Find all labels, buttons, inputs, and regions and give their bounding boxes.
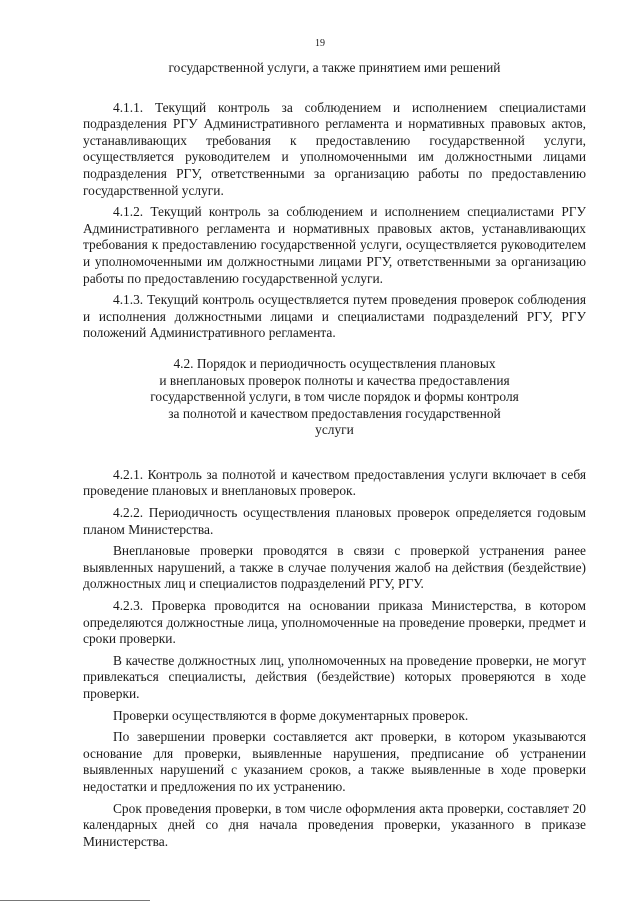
paragraph-4-2-2: 4.2.2. Периодичность осуществления плановых проверок определяется годовым планом Министерства. — [83, 505, 586, 537]
paragraph-4-1-2: 4.1.2. Текущий контроль за соблюдением и исполнением специалистами РГУ Административного регламента и нормативных правовых актов, устанавливающих требования к предоставлению государственной услуги, осуществляется руководителем и уполномоченными им должностными лицами РГУ, ответственными за организацию работы по предоставлению государственной услуги. — [83, 204, 586, 286]
heading-line: и внеплановых проверок полноты и качества предоставления — [159, 372, 510, 388]
paragraph-4-1-1: 4.1.1. Текущий контроль за соблюдением и исполнением специалистами подразделения РГУ Административного регламента и нормативных правовых актов, устанавливающих требования к предоставлению государственной услуги, осуществляется руководителем и уполномоченными им должностными лицами подразделения РГУ, ответственными за организацию работы по предоставлению государственной услуги. — [83, 99, 586, 198]
paragraph-inspection-period: Срок проведения проверки, в том числе оформления акта проверки, составляет 20 календарных дней со дня начала проведения проверки, указанного в приказе Министерства. — [83, 800, 586, 849]
paragraph-4-2-1: 4.2.1. Контроль за полнотой и качеством предоставления услуги включает в себя проведение плановых и внеплановых проверок. — [83, 466, 586, 499]
footer-rule — [0, 900, 150, 901]
continuation-line: государственной услуги, а также принятием ими решений — [168, 60, 501, 75]
heading-line: государственной услуги, в том числе порядок и формы контроля — [150, 389, 519, 405]
paragraph-4-2-3: 4.2.3. Проверка проводится на основании приказа Министерства, в котором определяются должностные лица, уполномоченные на проведение проверки, предмет и сроки проверки. — [83, 598, 586, 647]
section-heading-4-2 — [123, 356, 546, 439]
document-body — [83, 60, 586, 855]
paragraph-inspection-act: По завершении проверки составляется акт проверки, в котором указываются основание для проверки, выявленные нарушения, предписание об устранении выявленных нарушений с указанием сроков, а также выявленные в ходе проверки недостатки и предложения по их устранению. — [83, 729, 586, 794]
paragraph-officials: В качестве должностных лиц, уполномоченных на проведение проверки, не могут привлекаться специалисты, действия (бездействие) которых проверяются в ходе проверки. — [83, 652, 586, 701]
page-number: 19 — [315, 38, 325, 49]
paragraph-documentary-checks: Проверки осуществляются в форме документарных проверок. — [113, 707, 469, 723]
paragraph-4-1-3: 4.1.3. Текущий контроль осуществляется путем проведения проверок соблюдения и исполнения должностными лицами и специалистами подразделений РГУ, РГУ положений Административного регламента. — [83, 292, 586, 341]
heading-line: за полнотой и качеством предоставления государственной — [168, 405, 501, 421]
heading-line: 4.2. Порядок и периодичность осуществления плановых — [173, 355, 496, 371]
heading-line: услуги — [315, 422, 354, 438]
paragraph-unscheduled-checks: Внеплановые проверки проводятся в связи с проверкой устранения ранее выявленных нарушений, а также в случае получения жалоб на действия (бездействие) должностных лиц и специалистов подразделений РГУ, РГУ. — [83, 543, 586, 592]
